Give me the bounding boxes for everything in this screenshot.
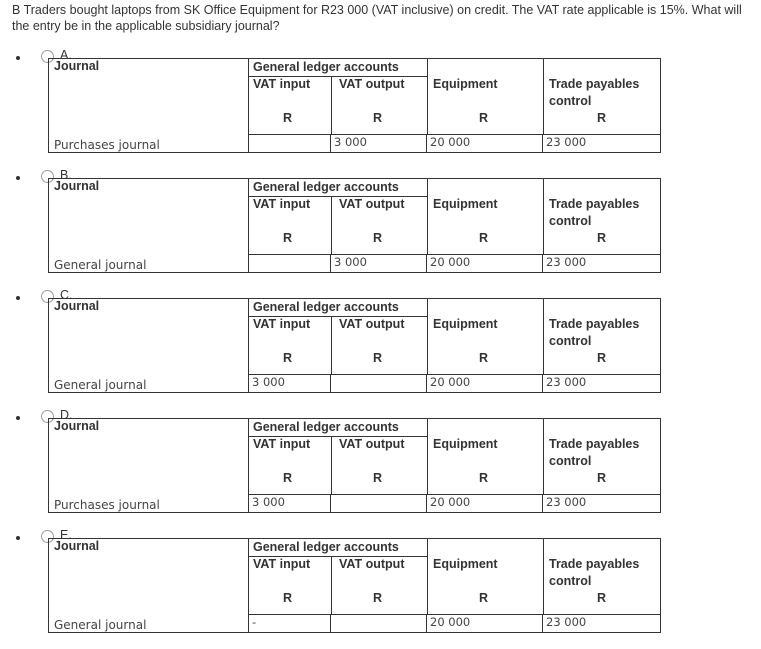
rand-symbol: R	[479, 111, 489, 125]
equipment-header: Equipment	[433, 557, 498, 571]
trade-payables-value: 23 000	[543, 495, 661, 513]
journal-header: Journal	[49, 179, 249, 255]
rand-symbol: R	[283, 231, 293, 245]
vat-input-value: 3 000	[249, 495, 331, 513]
equipment-value: 20 000	[427, 375, 543, 393]
answer-option-a	[0, 46, 761, 164]
trade-payables-header-line2: control	[549, 574, 592, 588]
option-letter: C.	[60, 288, 73, 302]
rand-symbol: R	[283, 591, 293, 605]
vat-input-header: VAT input	[253, 317, 311, 331]
header-block	[249, 299, 661, 375]
equipment-header: Equipment	[433, 77, 498, 91]
vat-input-value: -	[249, 615, 331, 633]
gl-accounts-header: General ledger accounts	[253, 300, 399, 314]
rand-symbol: R	[479, 231, 489, 245]
journal-table	[48, 58, 661, 153]
vat-input-header: VAT input	[253, 557, 311, 571]
journal-name: Purchases journal	[49, 135, 249, 153]
bullet-icon	[16, 56, 20, 60]
vat-output-value: 3 000	[331, 135, 427, 153]
vat-input-header: VAT input	[253, 77, 311, 91]
journal-name: General journal	[49, 375, 249, 393]
vat-output-header: VAT output	[339, 317, 405, 331]
question-text: B Traders bought laptops from SK Office Equipment for R23 000 (VAT inclusive) on credit. The VAT rate applicable is 15%. What will the entry be in the applicable subsidiary journal?	[12, 3, 742, 33]
equipment-header: Equipment	[433, 317, 498, 331]
header-block	[249, 419, 661, 495]
rand-symbol: R	[283, 111, 293, 125]
rand-symbol: R	[479, 471, 489, 485]
rand-symbol: R	[597, 231, 607, 245]
journal-table	[48, 418, 661, 513]
rand-symbol: R	[479, 591, 489, 605]
answer-option-e	[0, 526, 761, 644]
gl-accounts-header: General ledger accounts	[253, 540, 399, 554]
vat-output-header: VAT output	[339, 557, 405, 571]
trade-payables-header: Trade payables	[549, 197, 640, 211]
journal-table	[48, 538, 661, 633]
vat-input-value	[249, 255, 331, 273]
vat-input-header: VAT input	[253, 197, 311, 211]
header-block	[249, 59, 661, 135]
trade-payables-header-line2: control	[549, 334, 592, 348]
rand-symbol: R	[597, 111, 607, 125]
journal-name: General journal	[49, 255, 249, 273]
rand-symbol: R	[283, 351, 293, 365]
answer-option-d	[0, 406, 761, 524]
answer-option-b	[0, 166, 761, 284]
bullet-icon	[16, 416, 20, 420]
rand-symbol: R	[479, 351, 489, 365]
option-letter: B.	[60, 168, 72, 182]
vat-output-value	[331, 615, 427, 633]
vat-output-header: VAT output	[339, 437, 405, 451]
rand-symbol: R	[283, 471, 293, 485]
rand-symbol: R	[597, 351, 607, 365]
vat-output-header: VAT output	[339, 77, 405, 91]
journal-table	[48, 298, 661, 393]
rand-symbol: R	[373, 111, 383, 125]
bullet-icon	[16, 176, 20, 180]
rand-symbol: R	[373, 591, 383, 605]
equipment-header: Equipment	[433, 197, 498, 211]
journal-header: Journal	[49, 539, 249, 615]
equipment-value: 20 000	[427, 495, 543, 513]
answer-option-c	[0, 286, 761, 404]
trade-payables-header-line2: control	[549, 454, 592, 468]
equipment-value: 20 000	[427, 615, 543, 633]
journal-name: General journal	[49, 615, 249, 633]
trade-payables-header-line2: control	[549, 214, 592, 228]
trade-payables-value: 23 000	[543, 255, 661, 273]
trade-payables-value: 23 000	[543, 375, 661, 393]
option-letter: A.	[60, 48, 72, 62]
vat-input-value: 3 000	[249, 375, 331, 393]
journal-header: Journal	[49, 59, 249, 135]
vat-output-value: 3 000	[331, 255, 427, 273]
trade-payables-value: 23 000	[543, 135, 661, 153]
trade-payables-header: Trade payables	[549, 557, 640, 571]
equipment-value: 20 000	[427, 135, 543, 153]
equipment-header: Equipment	[433, 437, 498, 451]
trade-payables-header: Trade payables	[549, 437, 640, 451]
gl-accounts-header: General ledger accounts	[253, 420, 399, 434]
rand-symbol: R	[373, 471, 383, 485]
rand-symbol: R	[597, 471, 607, 485]
option-letter: D.	[60, 408, 73, 422]
trade-payables-value: 23 000	[543, 615, 661, 633]
vat-output-header: VAT output	[339, 197, 405, 211]
rand-symbol: R	[597, 591, 607, 605]
journal-table	[48, 178, 661, 273]
vat-output-value	[331, 495, 427, 513]
bullet-icon	[16, 536, 20, 540]
vat-input-value	[249, 135, 331, 153]
gl-accounts-header: General ledger accounts	[253, 60, 399, 74]
bullet-icon	[16, 296, 20, 300]
trade-payables-header: Trade payables	[549, 77, 640, 91]
header-block	[249, 539, 661, 615]
rand-symbol: R	[373, 231, 383, 245]
vat-input-header: VAT input	[253, 437, 311, 451]
journal-name: Purchases journal	[49, 495, 249, 513]
equipment-value: 20 000	[427, 255, 543, 273]
journal-header: Journal	[49, 299, 249, 375]
option-letter: E.	[60, 528, 72, 542]
vat-output-value	[331, 375, 427, 393]
trade-payables-header: Trade payables	[549, 317, 640, 331]
trade-payables-header-line2: control	[549, 94, 592, 108]
journal-header: Journal	[49, 419, 249, 495]
header-block	[249, 179, 661, 255]
gl-accounts-header: General ledger accounts	[253, 180, 399, 194]
rand-symbol: R	[373, 351, 383, 365]
